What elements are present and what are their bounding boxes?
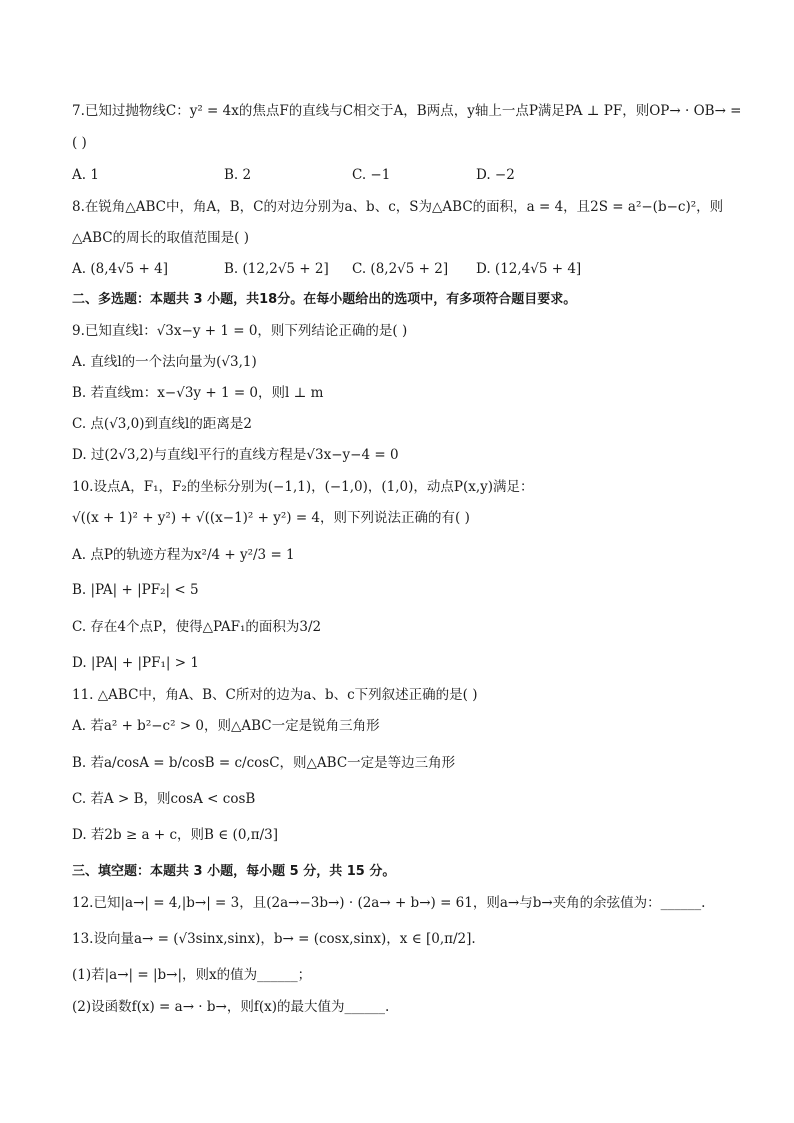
q7-options xyxy=(72,165,734,185)
q7-option-c: C. −1 xyxy=(352,167,391,183)
q7-paren: ( ) xyxy=(72,135,87,151)
q12-stem: 12.已知|a→| = 4,|b→| = 3，且(2a→−3b→) · (2a→ + b→) = 61，则a→与b→夹角的余弦值为：______. xyxy=(72,895,706,911)
q8-options xyxy=(72,259,734,279)
q9-option-b: B. 若直线m：x−√3y + 1 = 0，则l ⊥ m xyxy=(72,385,324,401)
q11-option-b: B. 若a/cosA = b/cosB = c/cosC，则△ABC一定是等边三角形 xyxy=(72,755,456,771)
q8-stem-2: △ABC的周长的取值范围是( ) xyxy=(72,230,249,246)
q7-option-b: B. 2 xyxy=(224,167,252,183)
q11-stem: 11. △ABC中，角A、B、C所对的边为a、b、c下列叙述正确的是( ) xyxy=(72,687,478,703)
q8-option-d: D. (12,4√5 + 4] xyxy=(476,261,582,277)
q13-part-1: (1)若|a→| = |b→|，则x的值为______； xyxy=(72,967,312,983)
q7-option-d: D. −2 xyxy=(476,167,515,183)
q7-option-a: A. 1 xyxy=(72,167,99,183)
q10-option-d: D. |PA| + |PF₁| > 1 xyxy=(72,655,199,671)
q8-option-b: B. (12,2√5 + 2] xyxy=(224,261,329,277)
q11-option-c: C. 若A > B，则cosA < cosB xyxy=(72,791,256,807)
q9-option-a: A. 直线l的一个法向量为(√3,1) xyxy=(72,354,257,370)
q13-stem: 13.设向量a→ = (√3sinx,sinx)，b→ = (cosx,sinx)，x ∈ [0,π/2]. xyxy=(72,931,476,947)
q9-stem: 9.已知直线l：√3x−y + 1 = 0，则下列结论正确的是( ) xyxy=(72,323,408,339)
q10-option-a: A. 点P的轨迹方程为x²/4 + y²/3 = 1 xyxy=(72,547,295,563)
q9-option-d: D. 过(2√3,2)与直线l平行的直线方程是√3x−y−4 = 0 xyxy=(72,447,399,463)
q10-stem: 10.设点A，F₁，F₂的坐标分别为(−1,1)，(−1,0)，(1,0)，动点P(x,y)满足： xyxy=(72,479,534,495)
q8-option-a: A. (8,4√5 + 4] xyxy=(72,261,169,277)
section-2-heading: 二、多选题：本题共 3 小题，共18分。在每小题给出的选项中，有多项符合题目要求。 xyxy=(72,292,577,307)
q8-option-c: C. (8,2√5 + 2] xyxy=(352,261,449,277)
q10-option-c: C. 存在4个点P，使得△PAF₁的面积为3/2 xyxy=(72,619,322,635)
q13-part-2: (2)设函数f(x) = a→ · b→，则f(x)的最大值为______. xyxy=(72,999,390,1015)
q7-stem: 7.已知过抛物线C：y² = 4x的焦点F的直线与C相交于A，B两点，y轴上一点P满足PA ⊥ PF，则OP→ · OB→ = xyxy=(72,103,742,119)
q11-option-d: D. 若2b ≥ a + c，则B ∈ (0,π/3] xyxy=(72,827,278,843)
section-3-heading: 三、填空题：本题共 3 小题，每小题 5 分，共 15 分。 xyxy=(72,864,396,879)
q11-option-a: A. 若a² + b²−c² > 0，则△ABC一定是锐角三角形 xyxy=(72,718,380,734)
q8-stem: 8.在锐角△ABC中，角A，B，C的对边分别为a、b、c，S为△ABC的面积，a = 4，且2S = a²−(b−c)²，则 xyxy=(72,199,724,215)
q9-option-c: C. 点(√3,0)到直线l的距离是2 xyxy=(72,416,252,432)
q10-stem-2: √((x + 1)² + y²) + √((x−1)² + y²) = 4，则下列说法正确的有( ) xyxy=(72,510,470,526)
q10-option-b: B. |PA| + |PF₂| < 5 xyxy=(72,582,199,598)
